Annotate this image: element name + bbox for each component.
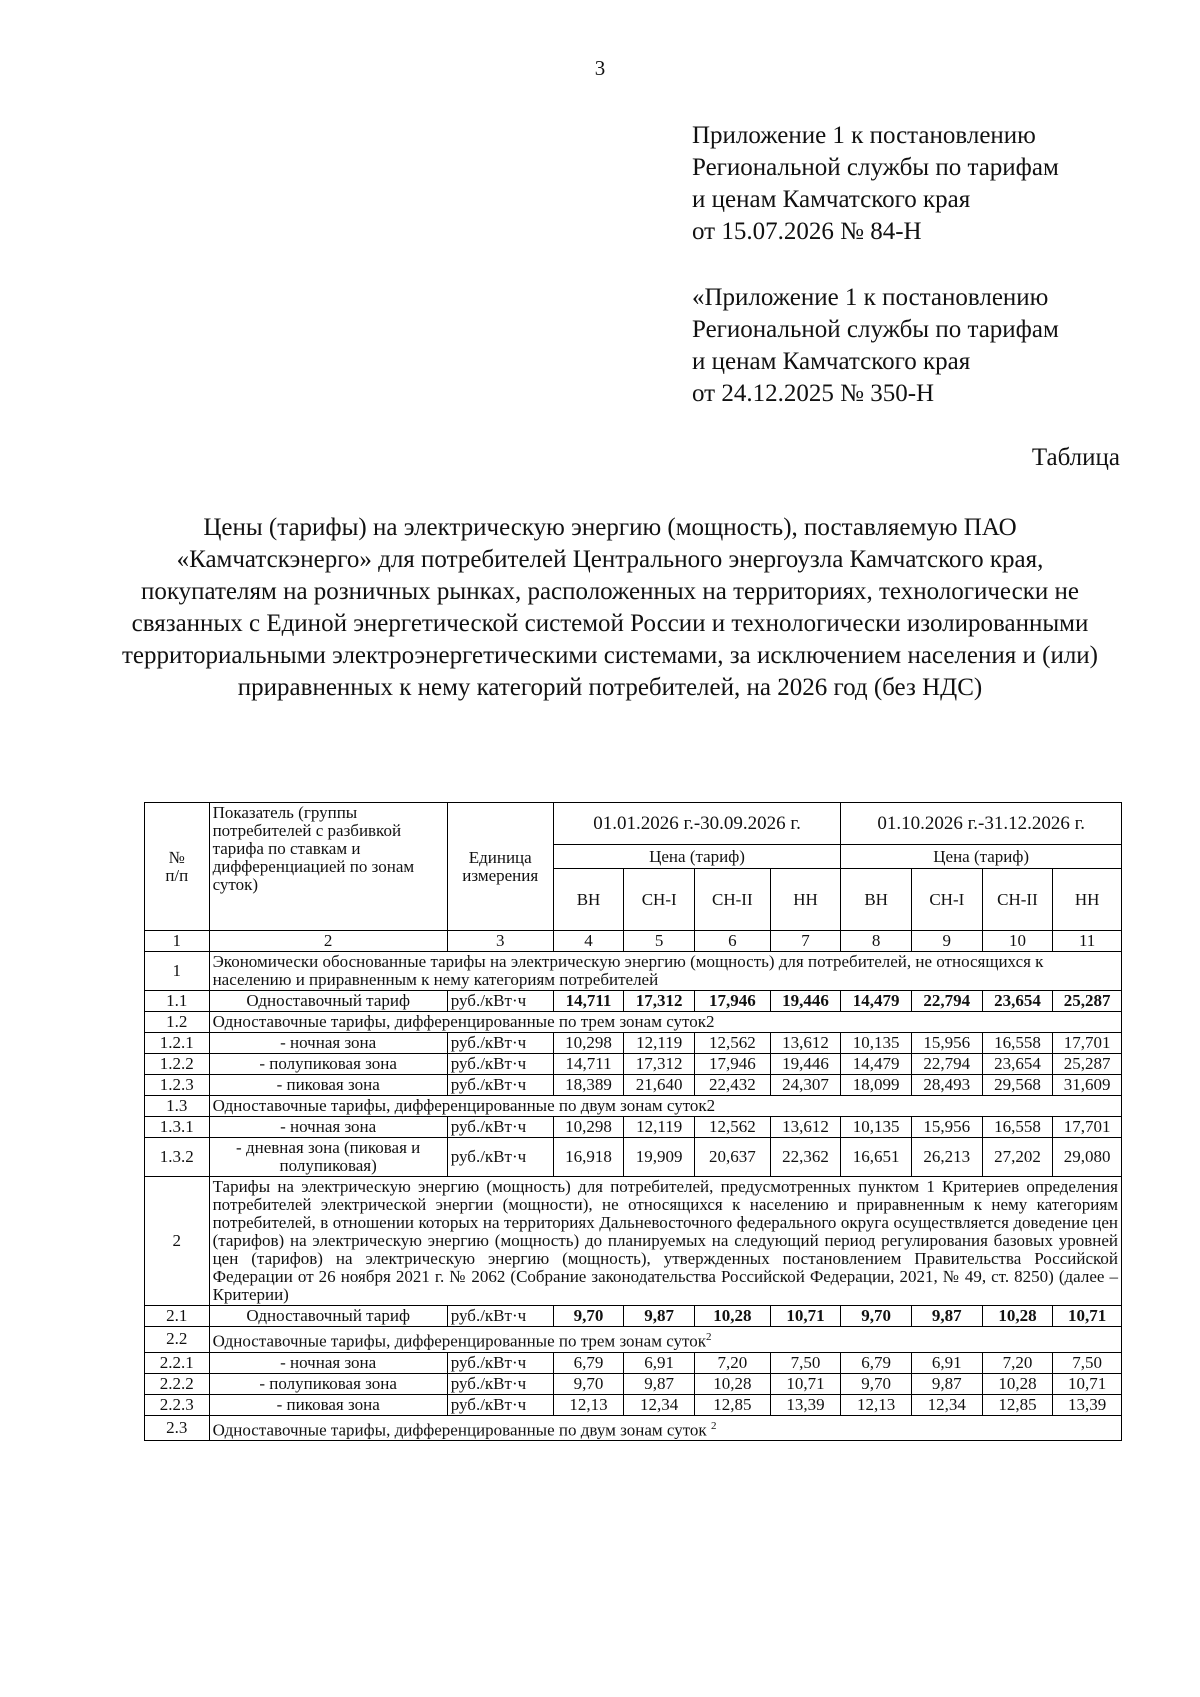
section-row (145, 1096, 1122, 1117)
row-number: 2.2.2 (145, 1373, 210, 1394)
row-unit: руб./кВт·ч (447, 991, 553, 1012)
tariff-value: 10,28 (982, 1306, 1053, 1327)
section-row (145, 952, 1122, 991)
tariff-value: 31,609 (1053, 1075, 1122, 1096)
tariff-value: 12,119 (624, 1117, 695, 1138)
tariff-value: 25,287 (1053, 991, 1122, 1012)
tariff-value: 10,71 (1053, 1306, 1122, 1327)
tariff-value: 10,71 (770, 1306, 841, 1327)
header-price-2: Цена (тариф) (841, 845, 1122, 869)
tariff-value: 10,298 (553, 1117, 624, 1138)
tariff-value: 12,85 (982, 1394, 1053, 1415)
row-number: 2.3 (145, 1415, 210, 1441)
row-unit: руб./кВт·ч (447, 1033, 553, 1054)
row-indicator: - полупиковая зона (209, 1373, 447, 1394)
column-number: 10 (982, 931, 1053, 952)
tariff-value: 16,558 (982, 1033, 1053, 1054)
tariff-value: 10,135 (841, 1117, 912, 1138)
tariff-value: 24,307 (770, 1075, 841, 1096)
tariff-value: 16,918 (553, 1138, 624, 1177)
tariff-value: 29,568 (982, 1075, 1053, 1096)
column-number: 2 (209, 931, 447, 952)
table-row (145, 1054, 1122, 1075)
tariff-value: 14,479 (841, 1054, 912, 1075)
table-row (145, 1075, 1122, 1096)
column-number: 9 (911, 931, 982, 952)
row-indicator: Одноставочный тариф (209, 1306, 447, 1327)
row-unit: руб./кВт·ч (447, 1373, 553, 1394)
column-number: 4 (553, 931, 624, 952)
tariff-value: 9,70 (841, 1306, 912, 1327)
row-number: 2.2 (145, 1327, 210, 1353)
tariff-value: 9,87 (911, 1306, 982, 1327)
table-row (145, 1306, 1122, 1327)
tariff-value: 12,85 (695, 1394, 771, 1415)
row-number: 2 (145, 1177, 210, 1306)
voltage-level: СН-I (624, 869, 695, 931)
row-indicator: - ночная зона (209, 1117, 447, 1138)
tariff-value: 13,39 (1053, 1394, 1122, 1415)
row-indicator: - пиковая зона (209, 1075, 447, 1096)
column-number: 6 (695, 931, 771, 952)
row-unit: руб./кВт·ч (447, 1054, 553, 1075)
voltage-level: ВН (553, 869, 624, 931)
header-unit: Единица измерения (447, 803, 553, 931)
tariff-value: 16,558 (982, 1117, 1053, 1138)
tariff-value: 17,946 (695, 1054, 771, 1075)
row-unit: руб./кВт·ч (447, 1352, 553, 1373)
tariff-value: 6,79 (553, 1352, 624, 1373)
table-row (145, 991, 1122, 1012)
tariff-value: 13,612 (770, 1033, 841, 1054)
table-row (145, 1352, 1122, 1373)
tariff-value: 12,13 (553, 1394, 624, 1415)
page-number: 3 (594, 56, 606, 80)
voltage-level: НН (1053, 869, 1122, 931)
tariff-value: 12,13 (841, 1394, 912, 1415)
tariff-value: 7,50 (1053, 1352, 1122, 1373)
tariff-table (144, 802, 1122, 1441)
tariff-value: 12,119 (624, 1033, 695, 1054)
tariff-value: 15,956 (911, 1033, 982, 1054)
tariff-value: 10,28 (982, 1373, 1053, 1394)
footnote-mark: 2 (706, 1331, 712, 1343)
document-title: Цены (тарифы) на электрическую энергию (мощность), поставляемую ПАО «Камчатскэнерго» для потребителей Центрального энергоузла Камчатского края, покупателям на розничных рынках, расположенных на территориях, технологически не связанных с Единой энергетической системой России и технологически изолированными территориальными электроэнергетическими системами, за исключением населения и (или) приравненных к нему категорий потребителей, на 2026 год (без НДС) (121, 514, 1099, 701)
column-number: 8 (841, 931, 912, 952)
table-row (145, 1117, 1122, 1138)
tariff-value: 9,87 (911, 1373, 982, 1394)
column-number-row (145, 931, 1122, 952)
annex-reference-previous: «Приложение 1 к постановлению Региональной службы по тарифам и ценам Камчатского края от 24.12.2025 № 350-Н (692, 284, 1059, 407)
tariff-value: 14,479 (841, 991, 912, 1012)
row-indicator: - пиковая зона (209, 1394, 447, 1415)
row-number: 1.2.2 (145, 1054, 210, 1075)
column-number: 5 (624, 931, 695, 952)
row-number: 2.1 (145, 1306, 210, 1327)
tariff-value: 25,287 (1053, 1054, 1122, 1075)
table-row (145, 1394, 1122, 1415)
annex-reference-current: Приложение 1 к постановлению Региональной службы по тарифам и ценам Камчатского края от 15.07.2026 № 84-Н (692, 122, 1059, 245)
tariff-value: 19,446 (770, 991, 841, 1012)
tariff-value: 12,562 (695, 1117, 771, 1138)
row-number: 1 (145, 952, 210, 991)
column-number: 3 (447, 931, 553, 952)
tariff-value: 17,701 (1053, 1033, 1122, 1054)
tariff-value: 12,34 (911, 1394, 982, 1415)
column-number: 1 (145, 931, 210, 952)
column-number: 11 (1053, 931, 1122, 952)
tariff-value: 9,87 (624, 1306, 695, 1327)
table-row (145, 1138, 1122, 1177)
tariff-value: 18,389 (553, 1075, 624, 1096)
row-number: 1.3.2 (145, 1138, 210, 1177)
tariff-value: 16,651 (841, 1138, 912, 1177)
tariff-value: 10,298 (553, 1033, 624, 1054)
row-number: 1.3.1 (145, 1117, 210, 1138)
voltage-level: НН (770, 869, 841, 931)
header-period-1: 01.01.2026 г.-30.09.2026 г. (553, 803, 841, 845)
section-row (145, 1012, 1122, 1033)
header-indicator: Показатель (группы потребителей с разбивкой тарифа по ставкам и дифференциацией по зонам суток) (209, 803, 447, 931)
tariff-value: 22,432 (695, 1075, 771, 1096)
section-title: Одноставочные тарифы, дифференцированные по двум зонам суток2 (209, 1096, 1121, 1117)
tariff-value: 28,493 (911, 1075, 982, 1096)
tariff-value: 9,70 (841, 1373, 912, 1394)
tariff-value: 22,362 (770, 1138, 841, 1177)
tariff-value: 12,562 (695, 1033, 771, 1054)
column-number: 7 (770, 931, 841, 952)
tariff-value: 9,70 (553, 1373, 624, 1394)
tariff-value: 10,71 (1053, 1373, 1122, 1394)
section-title: Одноставочные тарифы, дифференцированные по двум зонам суток $^2$ (209, 1415, 1121, 1441)
header-num: № п/п (145, 803, 210, 931)
row-unit: руб./кВт·ч (447, 1306, 553, 1327)
tariff-value: 13,39 (770, 1394, 841, 1415)
row-indicator: - полупиковая зона (209, 1054, 447, 1075)
tariff-value: 10,28 (695, 1306, 771, 1327)
tariff-value: 22,794 (911, 1054, 982, 1075)
voltage-level: СН-II (982, 869, 1053, 931)
section-row (145, 1327, 1122, 1353)
row-number: 1.2.3 (145, 1075, 210, 1096)
section-title: Тарифы на электрическую энергию (мощность) для потребителей, предусмотренных пунктом 1 Критериев определения потребителей электрической энергии (мощности), не относящихся к населению и приравненным к нему категориям потребителей, в отношении которых на территориях Дальневосточного федерального округа осуществляется доведение цен (тарифов) на электрическую энергию (мощность) до планируемых на следующий период регулирования базовых уровней цен (тарифов) на электрическую энергию (мощность), утвержденных постановлением Правительства Российской Федерации от 26 ноября 2021 г. № 2062 (Собрание законодательства Российской Федерации, 2021, № 49, ст. 8250) (далее – Критерии) (209, 1177, 1121, 1306)
tariff-value: 19,446 (770, 1054, 841, 1075)
row-indicator: - ночная зона (209, 1033, 447, 1054)
header-price-1: Цена (тариф) (553, 845, 841, 869)
tariff-value: 17,312 (624, 991, 695, 1012)
tariff-value: 20,637 (695, 1138, 771, 1177)
tariff-value: 14,711 (553, 991, 624, 1012)
row-unit: руб./кВт·ч (447, 1394, 553, 1415)
row-number: 1.2 (145, 1012, 210, 1033)
tariff-value: 23,654 (982, 991, 1053, 1012)
tariff-value: 9,87 (624, 1373, 695, 1394)
row-unit: руб./кВт·ч (447, 1075, 553, 1096)
tariff-value: 6,91 (911, 1352, 982, 1373)
tariff-value: 29,080 (1053, 1138, 1122, 1177)
tariff-value: 12,34 (624, 1394, 695, 1415)
tariff-value: 7,20 (695, 1352, 771, 1373)
section-row (145, 1415, 1122, 1441)
tariff-value: 7,50 (770, 1352, 841, 1373)
tariff-value: 18,099 (841, 1075, 912, 1096)
row-indicator: Одноставочный тариф (209, 991, 447, 1012)
tariff-value: 17,312 (624, 1054, 695, 1075)
tariff-value: 6,91 (624, 1352, 695, 1373)
tariff-value: 27,202 (982, 1138, 1053, 1177)
row-unit: руб./кВт·ч (447, 1138, 553, 1177)
tariff-value: 17,946 (695, 991, 771, 1012)
tariff-value: 22,794 (911, 991, 982, 1012)
section-title: Одноставочные тарифы, дифференцированные по трем зонам суток2 (209, 1012, 1121, 1033)
row-number: 1.2.1 (145, 1033, 210, 1054)
row-number: 2.2.1 (145, 1352, 210, 1373)
tariff-value: 7,20 (982, 1352, 1053, 1373)
tariff-value: 21,640 (624, 1075, 695, 1096)
row-number: 1.1 (145, 991, 210, 1012)
tariff-value: 9,70 (553, 1306, 624, 1327)
row-indicator: - ночная зона (209, 1352, 447, 1373)
voltage-level: СН-II (695, 869, 771, 931)
tariff-value: 10,28 (695, 1373, 771, 1394)
voltage-level: ВН (841, 869, 912, 931)
tariff-value: 23,654 (982, 1054, 1053, 1075)
section-row (145, 1177, 1122, 1306)
tariff-value: 19,909 (624, 1138, 695, 1177)
voltage-level: СН-I (911, 869, 982, 931)
header-period-2: 01.10.2026 г.-31.12.2026 г. (841, 803, 1122, 845)
tariff-value: 26,213 (911, 1138, 982, 1177)
row-unit: руб./кВт·ч (447, 1117, 553, 1138)
section-title: Одноставочные тарифы, дифференцированные по трем зонам суток$^2$ (209, 1327, 1121, 1353)
table-row (145, 1373, 1122, 1394)
tariff-value: 13,612 (770, 1117, 841, 1138)
tariff-value: 17,701 (1053, 1117, 1122, 1138)
footnote-mark: 2 (710, 1419, 717, 1432)
tariff-value: 10,71 (770, 1373, 841, 1394)
section-title: Экономически обоснованные тарифы на электрическую энергию (мощность) для потребителей, не относящихся к населению и приравненным к нему категориям потребителей (209, 952, 1121, 991)
tariff-value: 14,711 (553, 1054, 624, 1075)
tariff-value: 15,956 (911, 1117, 982, 1138)
tariff-value: 10,135 (841, 1033, 912, 1054)
table-row (145, 1033, 1122, 1054)
table-label: Таблица (1031, 444, 1120, 471)
row-number: 2.2.3 (145, 1394, 210, 1415)
tariff-value: 6,79 (841, 1352, 912, 1373)
row-indicator: - дневная зона (пиковая и полупиковая) (209, 1138, 447, 1177)
row-number: 1.3 (145, 1096, 210, 1117)
